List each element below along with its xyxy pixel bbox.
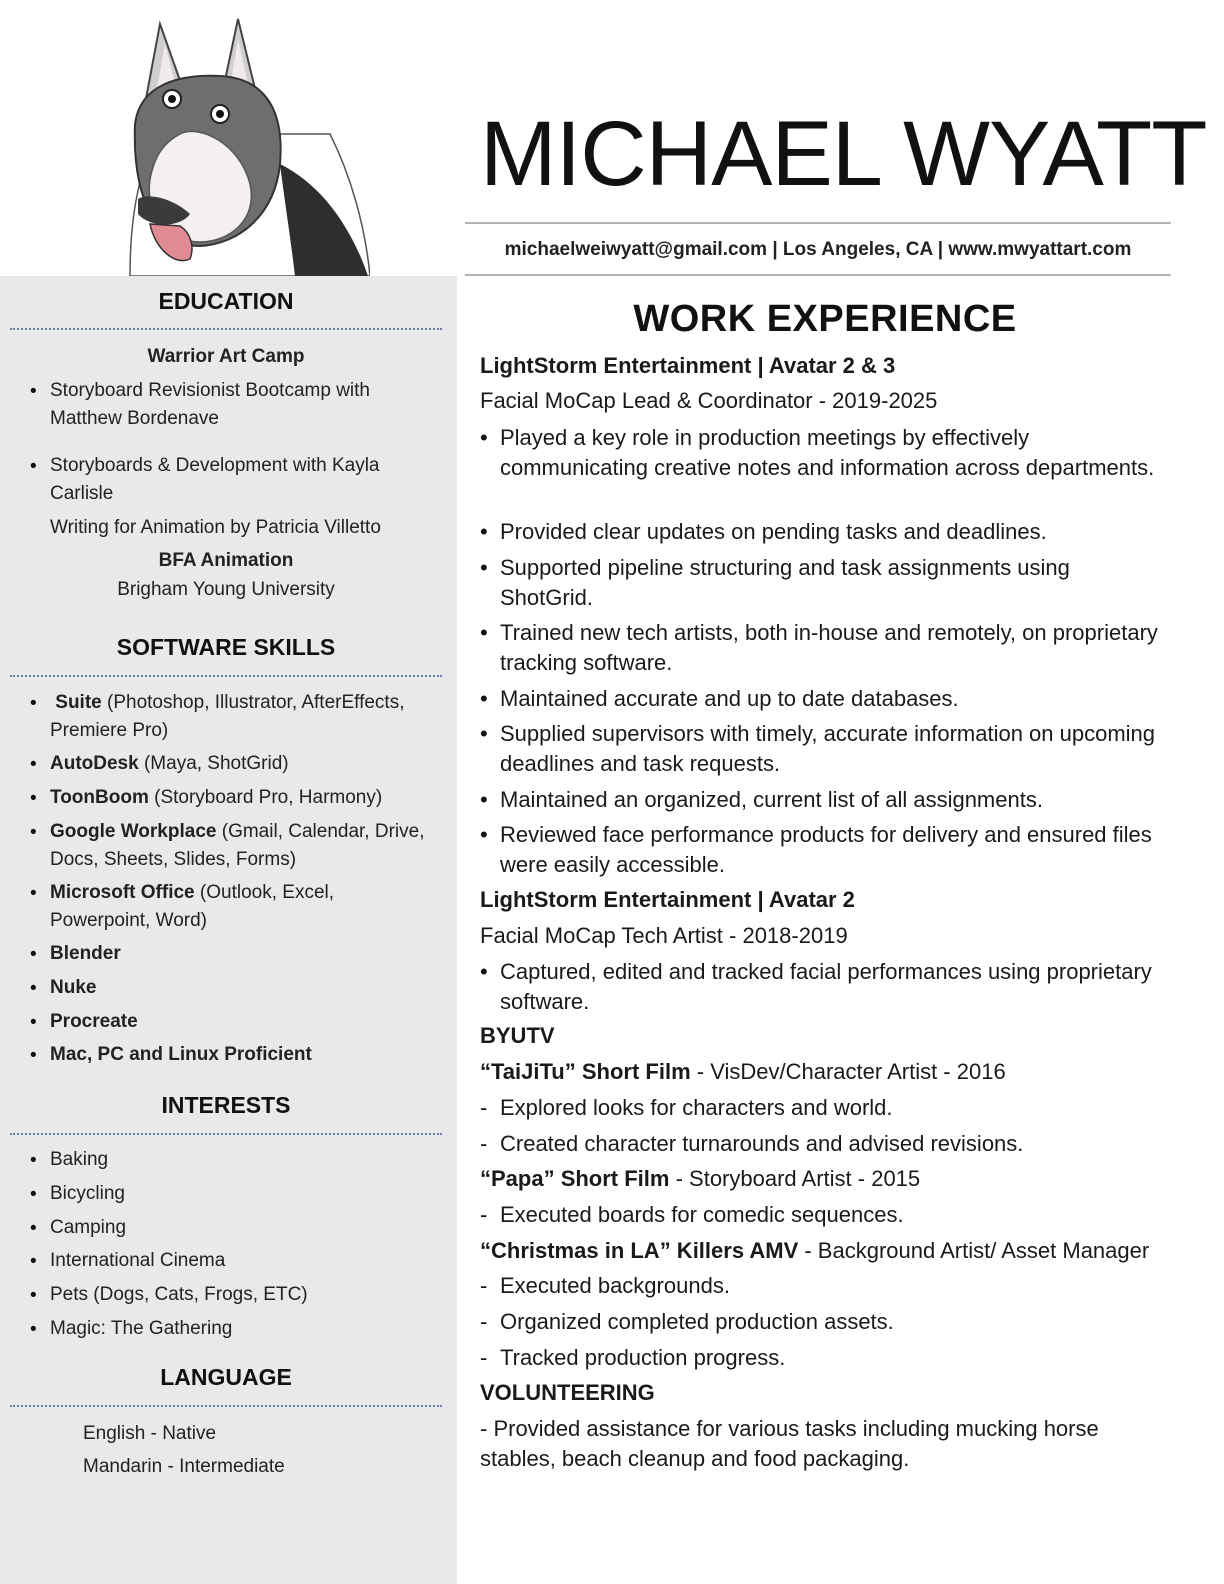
- project-title: “Papa” Short Film - Storyboard Artist - 2015: [480, 1166, 921, 1191]
- job-role: Facial MoCap Tech Artist - 2018-2019: [480, 923, 848, 948]
- job-bullet: Supported pipeline structuring and task assignments using ShotGrid.: [500, 555, 1070, 610]
- bullet-icon: •: [30, 822, 37, 843]
- software-heading: SOFTWARE SKILLS: [116, 634, 336, 660]
- education-university: Brigham Young University: [117, 579, 335, 600]
- volunteering-text: - Provided assistance for various tasks including mucking horse stables, beach cleanup and food packaging.: [480, 1416, 1099, 1471]
- education-degree: BFA Animation: [158, 550, 294, 571]
- interest-item: Camping: [50, 1217, 127, 1238]
- job-role: Facial MoCap Lead & Coordinator - 2019-2025: [480, 388, 938, 413]
- interests-heading: INTERESTS: [161, 1092, 291, 1118]
- project-item: Organized completed production assets.: [500, 1309, 894, 1334]
- bullet-icon: •: [30, 754, 37, 775]
- byutv-heading: BYUTV: [480, 1023, 555, 1048]
- bullet-icon: •: [30, 1045, 37, 1066]
- dash-icon: -: [480, 1309, 488, 1334]
- bullet-icon: •: [30, 1184, 37, 1205]
- bullet-icon: •: [480, 425, 488, 450]
- job-bullet: Trained new tech artists, both in-house and remotely, on proprietary tracking software.: [500, 620, 1158, 675]
- job-company: LightStorm Entertainment | Avatar 2 & 3: [480, 353, 896, 378]
- education-item: Storyboard Revisionist Bootcamp with Matthew Bordenave: [50, 380, 370, 429]
- software-item: Microsoft Office (Outlook, Excel, Powerpoint, Word): [50, 882, 335, 931]
- dash-icon: -: [480, 1202, 488, 1227]
- dash-icon: -: [480, 1095, 488, 1120]
- interest-item: Bicycling: [50, 1183, 125, 1204]
- language-divider: [10, 1405, 442, 1407]
- job-bullet: Maintained an organized, current list of all assignments.: [500, 787, 1043, 812]
- interest-item: Pets (Dogs, Cats, Frogs, ETC): [50, 1284, 308, 1305]
- work-experience-heading: WORK EXPERIENCE: [633, 298, 1017, 340]
- bullet-icon: •: [30, 381, 37, 402]
- dash-icon: -: [480, 1345, 488, 1370]
- interest-item: Magic: The Gathering: [50, 1318, 233, 1339]
- education-extra: Writing for Animation by Patricia Villetto: [50, 517, 381, 538]
- software-item: Procreate: [50, 1011, 138, 1032]
- bullet-icon: •: [30, 944, 37, 965]
- job-company: LightStorm Entertainment | Avatar 2: [480, 887, 855, 912]
- bullet-icon: •: [30, 1251, 37, 1272]
- software-divider: [10, 675, 442, 677]
- bullet-icon: •: [480, 787, 488, 812]
- dash-icon: -: [480, 1273, 488, 1298]
- job-bullet: Reviewed face performance products for delivery and ensured files were easily accessible.: [500, 822, 1152, 877]
- bullet-icon: •: [30, 1319, 37, 1340]
- bullet-icon: •: [30, 1012, 37, 1033]
- language-heading: LANGUAGE: [160, 1364, 292, 1390]
- bullet-icon: •: [30, 693, 37, 714]
- header-rule-bottom: [465, 274, 1171, 276]
- interests-divider: [10, 1133, 442, 1135]
- bullet-icon: •: [30, 456, 37, 477]
- software-item: Nuke: [50, 977, 97, 998]
- interest-item: Baking: [50, 1149, 109, 1170]
- bullet-icon: •: [480, 822, 488, 847]
- software-item: Mac, PC and Linux Proficient: [50, 1044, 312, 1065]
- project-item: Explored looks for characters and world.: [500, 1095, 893, 1120]
- job-bullet: Played a key role in production meetings by effectively communicating creative notes and information across departments.: [500, 425, 1155, 480]
- job-bullet: Captured, edited and tracked facial performances using proprietary software.: [500, 959, 1152, 1014]
- bullet-icon: •: [30, 883, 37, 904]
- job-bullet: Provided clear updates on pending tasks and deadlines.: [500, 519, 1047, 544]
- project-item: Tracked production progress.: [500, 1345, 786, 1370]
- bullet-icon: •: [30, 1150, 37, 1171]
- volunteering-heading: VOLUNTEERING: [480, 1380, 655, 1405]
- bullet-icon: •: [30, 1285, 37, 1306]
- software-item: ToonBoom (Storyboard Pro, Harmony): [50, 787, 383, 808]
- project-item: Executed backgrounds.: [500, 1273, 730, 1298]
- bullet-icon: •: [480, 620, 488, 645]
- candidate-name: MICHAEL WYATT: [480, 103, 1207, 205]
- interest-item: International Cinema: [50, 1250, 226, 1271]
- bullet-icon: •: [30, 1218, 37, 1239]
- project-title: “Christmas in LA” Killers AMV - Background Artist/ Asset Manager: [480, 1238, 1150, 1263]
- software-item: Blender: [50, 943, 121, 964]
- education-item: Storyboards & Development with Kayla Carlisle: [50, 455, 380, 504]
- bullet-icon: •: [30, 978, 37, 999]
- contact-line: michaelweiwyatt@gmail.com | Los Angeles, CA | www.mwyattart.com: [504, 239, 1132, 260]
- education-school: Warrior Art Camp: [147, 346, 305, 367]
- job-bullet: Maintained accurate and up to date databases.: [500, 686, 959, 711]
- software-item: Google Workplace (Gmail, Calendar, Drive, Docs, Sheets, Slides, Forms): [50, 821, 425, 870]
- project-item: Created character turnarounds and advised revisions.: [500, 1131, 1024, 1156]
- project-item: Executed boards for comedic sequences.: [500, 1202, 904, 1227]
- software-item: AutoDesk (Maya, ShotGrid): [50, 753, 289, 774]
- bullet-icon: •: [480, 519, 488, 544]
- job-bullet: Supplied supervisors with timely, accurate information on upcoming deadlines and task requests.: [500, 721, 1156, 776]
- language-item: English - Native: [83, 1423, 217, 1444]
- bullet-icon: •: [480, 959, 488, 984]
- project-title: “TaiJiTu” Short Film - VisDev/Character Artist - 2016: [480, 1059, 1006, 1084]
- dog-portrait-illustration: [120, 14, 370, 276]
- header-rule-top: [465, 222, 1171, 224]
- bullet-icon: •: [480, 555, 488, 580]
- education-heading: EDUCATION: [158, 288, 294, 314]
- bullet-icon: •: [480, 721, 488, 746]
- software-item: Suite (Photoshop, Illustrator, AfterEffects, Premiere Pro): [50, 692, 405, 741]
- education-divider: [10, 328, 442, 330]
- language-item: Mandarin - Intermediate: [83, 1456, 285, 1477]
- bullet-icon: •: [30, 788, 37, 809]
- dash-icon: -: [480, 1131, 488, 1156]
- bullet-icon: •: [480, 686, 488, 711]
